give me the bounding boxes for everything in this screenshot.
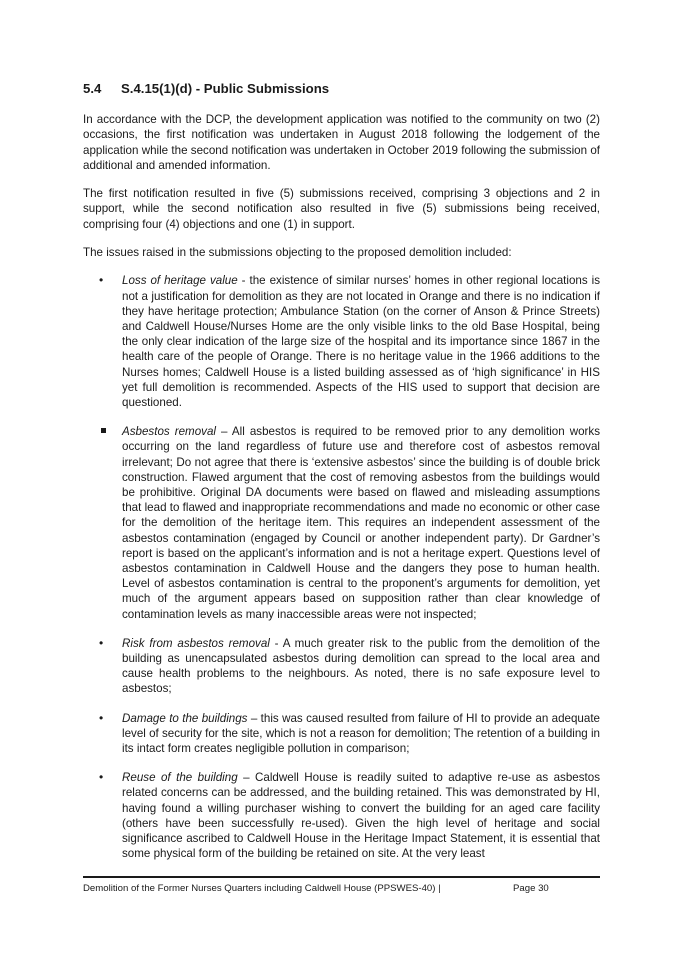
issue-text: - the existence of similar nurses’ homes in other regional locations is not a justification for demolition as they are not located in Orange and there is no indication if they have heritage protection; Ambulance Station (on the corner of Anson & Prince Streets) and Caldwell House/Nurses Home are the only visible links to the old Base Hospital, being the only clear indication of the large size of the hospital and its importance since 1867 in the health care of the people of Orange. There is no heritage value in the 1966 additions to the Nurses homes; Caldwell House is a listed building assessed as of ‘high significance’ in HIS yet full demolition is recommended. Aspects of the HIS used to support that decision are questioned. [122, 274, 601, 409]
issue-text: – Caldwell House is readily suited to adaptive re-use as asbestos related concerns can be addressed, and the building retained. This was demonstrated by HI, having found a willing purchaser wishing to convert the building for an aged care facility (others have been successfully re-used). Given the high level of heritage and social significance ascribed to Caldwell House in the Heritage Impact Statement, it is essential that some physical form of the building be retained on site. At the very least [122, 771, 600, 861]
issue-term: Loss of heritage value [122, 274, 238, 288]
issue-term: Damage to the buildings [122, 711, 248, 725]
issue-item-damage [83, 711, 600, 757]
issue-text: – All asbestos is required to be removed prior to any demolition works occurring on the land regardless of future use and therefore cost of asbestos removal irrelevant; Do not agree that there is ‘extensive asbestos’ since the building is of double brick construction. Flawed argument that the cost of removing asbestos from the buildings would be prohibitive. Original DA documents were based on flawed and misleading assumptions that lead to flawed and inappropriate recommendations and made no economic or other case for the demolition of the heritage item. This requires an independent assessment of the asbestos contamination (engaged by Council or another independent party). Dr Gardner’s report is based on the applicant’s information and is not a heritage expert. Questions level of asbestos contamination in Caldwell House and the dangers they pose to human health. Level of asbestos contamination is central to the proponent’s arguments for demolition, yet much of the argument appears based on supposition rather than clear knowledge of contamination levels as many inaccessible areas were not inspected; [122, 425, 600, 621]
square-bullet-icon [101, 428, 106, 433]
paragraph-submissions: The first notification resulted in five (5) submissions received, comprising 3 objections and 2 in support, while the second notification also resulted in five (5) submissions being received, comprising four (4) objections and one (1) in support. [83, 187, 600, 231]
bullet-icon: • [99, 710, 104, 725]
footer-document-title: Demolition of the Former Nurses Quarters including Caldwell House (PPSWES-40) | [83, 883, 441, 894]
document-page [83, 80, 600, 875]
section-heading [83, 80, 600, 98]
issue-text: – this was caused resulted from failure of HI to provide an adequate level of security for the site, which is not a reason for demolition; The retention of a building in its intact form creates negligible pollution in comparison; [122, 711, 600, 756]
issue-item-asbestos-removal [83, 424, 600, 622]
issue-item-heritage [83, 273, 600, 410]
paragraph-issues-intro: The issues raised in the submissions objecting to the proposed demolition included: [83, 246, 512, 260]
issue-term: Risk from asbestos removal [122, 636, 270, 650]
section-title: S.4.15(1)(d) - Public Submissions [121, 81, 330, 96]
bullet-icon: • [99, 273, 104, 288]
paragraph-notification: In accordance with the DCP, the development application was notified to the community on two (2) occasions, the first notification was undertaken in August 2018 following the lodgement of the application while the second notification was undertaken in October 2019 following the submission of additional and amended information. [83, 113, 600, 172]
page-footer [83, 876, 600, 894]
issue-term: Asbestos removal [122, 425, 216, 439]
bullet-icon: • [99, 770, 104, 785]
issue-text: - A much greater risk to the public from the demolition of the building as unencapsulated asbestos during demolition can spread to the local area and cause health problems to the neighbours. As noted, there is no safe exposure level to asbestos; [122, 636, 600, 696]
section-number: 5.4 [83, 81, 102, 96]
bullet-icon: • [99, 635, 104, 650]
footer-page-number: Page 30 [513, 883, 549, 894]
issue-item-reuse [83, 770, 600, 861]
issues-list [83, 273, 600, 861]
issue-item-asbestos-risk [83, 636, 600, 697]
issue-term: Reuse of the building [122, 771, 238, 785]
